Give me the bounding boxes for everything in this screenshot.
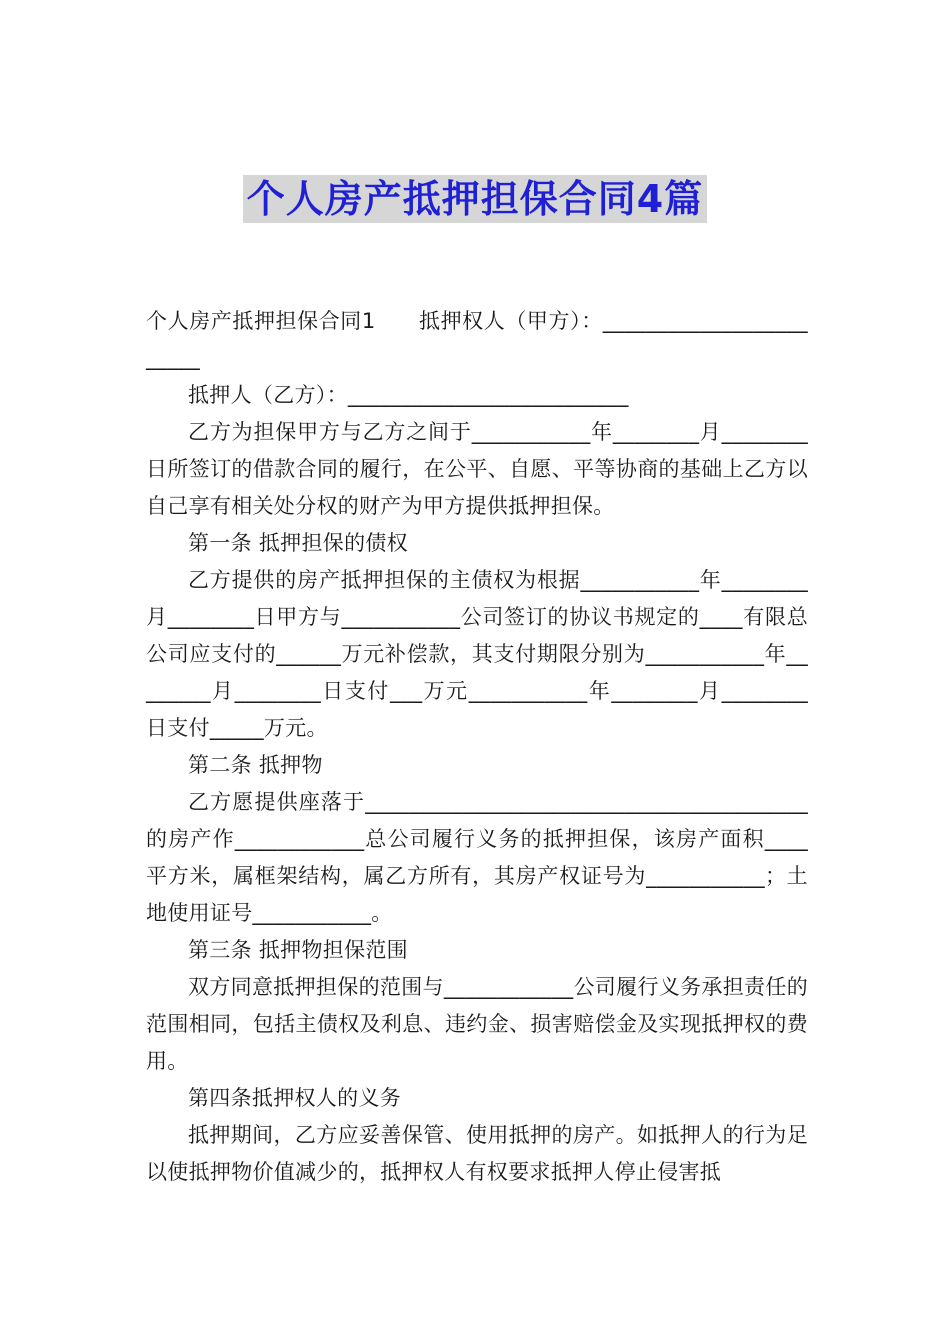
article-2-body: 乙方愿提供座落于_________________________________________的房产作____________总公司履行义务的抵押担保，该房产面积____平方米，属框架结构，属乙方所有，其房产权证号为___________；土地使用证号___________。: [146, 790, 808, 925]
article-3-body: 双方同意抵押担保的范围与____________公司履行义务承担责任的范围相同，包括主债权及利息、违约金、损害赔偿金及实现抵押权的费用。: [146, 975, 808, 1073]
article-2-heading: 第二条 抵押物: [188, 753, 323, 777]
article-4-heading: 第四条抵押权人的义务: [188, 1086, 401, 1110]
article-3-heading: 第三条 抵押物担保范围: [188, 938, 408, 962]
document-title: 个人房产抵押担保合同4篇: [243, 175, 707, 223]
title-block: [0, 175, 950, 223]
article-1-heading: 第一条 抵押担保的债权: [188, 531, 408, 555]
article-4-body: 抵押期间，乙方应妥善保管、使用抵押的房产。如抵押人的行为足以使抵押物价值减少的，抵押权人有权要求抵押人停止侵害抵: [146, 1123, 808, 1184]
paragraph-intro: 个人房产抵押担保合同1 抵押权人（甲方）：________________________: [146, 309, 808, 370]
article-1-body: 乙方提供的房产抵押担保的主债权为根据___________年________月________日甲方与___________公司签订的协议书规定的____有限总公司应支付的______万元补偿款，其支付期限分别为___________年________月________日支付___万元___________年________月________日支付_____万元。: [146, 568, 808, 740]
document-body: [146, 303, 808, 1191]
paragraph-mortgagor: 抵押人（乙方）：__________________________: [188, 383, 629, 407]
paragraph-preamble: 乙方为担保甲方与乙方之间于___________年________月________日所签订的借款合同的履行，在公平、自愿、平等协商的基础上乙方以自己享有相关处分权的财产为甲方提供抵押担保。: [146, 420, 808, 518]
